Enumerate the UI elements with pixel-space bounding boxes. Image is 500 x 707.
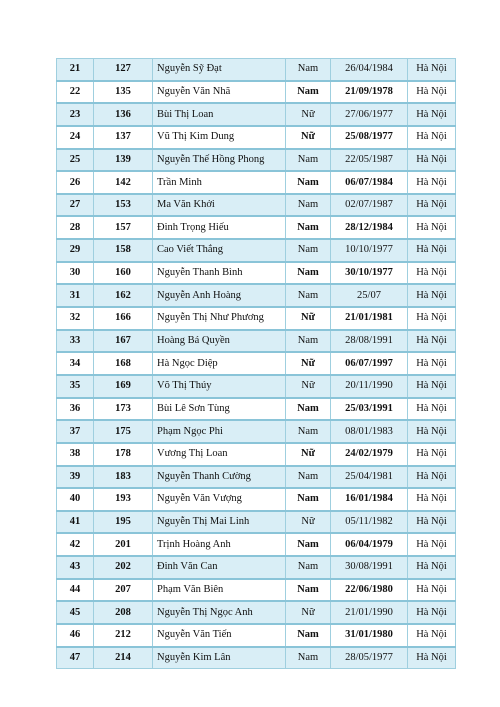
candidate-id-cell: 135 <box>94 81 153 104</box>
table-row <box>57 126 456 149</box>
birthplace-cell: Hà Nội <box>408 194 456 217</box>
full-name-cell: Nguyễn Văn Tiến <box>153 624 286 647</box>
birth-date-cell: 28/08/1991 <box>331 330 408 353</box>
birthplace-cell: Hà Nội <box>408 330 456 353</box>
birthplace-cell: Hà Nội <box>408 59 456 81</box>
birth-date-cell: 25/04/1981 <box>331 466 408 489</box>
gender-cell: Nam <box>286 171 331 194</box>
candidate-id-cell: 169 <box>94 375 153 398</box>
candidate-id-cell: 195 <box>94 511 153 534</box>
table-row <box>57 601 456 624</box>
gender-cell: Nam <box>286 262 331 285</box>
row-number-cell: 22 <box>57 81 94 104</box>
birth-date-cell: 25/08/1977 <box>331 126 408 149</box>
gender-cell: Nam <box>286 284 331 307</box>
birth-date-cell: 06/07/1997 <box>331 352 408 375</box>
candidate-id-cell: 157 <box>94 216 153 239</box>
full-name-cell: Võ Thị Thúy <box>153 375 286 398</box>
candidate-id-cell: 162 <box>94 284 153 307</box>
gender-cell: Nữ <box>286 601 331 624</box>
gender-cell: Nữ <box>286 443 331 466</box>
row-number-cell: 34 <box>57 352 94 375</box>
candidate-id-cell: 137 <box>94 126 153 149</box>
birth-date-cell: 22/05/1987 <box>331 149 408 172</box>
candidate-id-cell: 207 <box>94 579 153 602</box>
table-row <box>57 375 456 398</box>
full-name-cell: Nguyễn Văn Vượng <box>153 488 286 511</box>
birth-date-cell: 06/04/1979 <box>331 533 408 556</box>
birth-date-cell: 05/11/1982 <box>331 511 408 534</box>
full-name-cell: Trịnh Hoàng Anh <box>153 533 286 556</box>
full-name-cell: Nguyễn Thị Như Phương <box>153 307 286 330</box>
gender-cell: Nam <box>286 194 331 217</box>
candidate-id-cell: 142 <box>94 171 153 194</box>
row-number-cell: 41 <box>57 511 94 534</box>
table-row <box>57 556 456 579</box>
birthplace-cell: Hà Nội <box>408 149 456 172</box>
row-number-cell: 33 <box>57 330 94 353</box>
table-row <box>57 352 456 375</box>
full-name-cell: Nguyễn Thanh Bình <box>153 262 286 285</box>
gender-cell: Nam <box>286 81 331 104</box>
birthplace-cell: Hà Nội <box>408 352 456 375</box>
row-number-cell: 46 <box>57 624 94 647</box>
table-row <box>57 103 456 126</box>
gender-cell: Nữ <box>286 103 331 126</box>
row-number-cell: 24 <box>57 126 94 149</box>
birthplace-cell: Hà Nội <box>408 420 456 443</box>
full-name-cell: Nguyễn Anh Hoàng <box>153 284 286 307</box>
birth-date-cell: 22/06/1980 <box>331 579 408 602</box>
birth-date-cell: 08/01/1983 <box>331 420 408 443</box>
candidate-id-cell: 212 <box>94 624 153 647</box>
birth-date-cell: 02/07/1987 <box>331 194 408 217</box>
full-name-cell: Vũ Thị Kim Dung <box>153 126 286 149</box>
candidate-id-cell: 168 <box>94 352 153 375</box>
birthplace-cell: Hà Nội <box>408 103 456 126</box>
birthplace-cell: Hà Nội <box>408 511 456 534</box>
gender-cell: Nữ <box>286 352 331 375</box>
birthplace-cell: Hà Nội <box>408 443 456 466</box>
full-name-cell: Nguyễn Thị Ngọc Anh <box>153 601 286 624</box>
table-row <box>57 533 456 556</box>
table-row <box>57 284 456 307</box>
birth-date-cell: 21/01/1981 <box>331 307 408 330</box>
gender-cell: Nam <box>286 556 331 579</box>
row-number-cell: 37 <box>57 420 94 443</box>
row-number-cell: 21 <box>57 59 94 81</box>
gender-cell: Nam <box>286 239 331 262</box>
birth-date-cell: 28/05/1977 <box>331 647 408 669</box>
birthplace-cell: Hà Nội <box>408 284 456 307</box>
row-number-cell: 29 <box>57 239 94 262</box>
birth-date-cell: 20/11/1990 <box>331 375 408 398</box>
birth-date-cell: 25/07 <box>331 284 408 307</box>
row-number-cell: 28 <box>57 216 94 239</box>
table-row <box>57 443 456 466</box>
table-row <box>57 579 456 602</box>
table-row <box>57 149 456 172</box>
table-row <box>57 466 456 489</box>
candidate-id-cell: 153 <box>94 194 153 217</box>
gender-cell: Nữ <box>286 511 331 534</box>
gender-cell: Nam <box>286 466 331 489</box>
candidate-id-cell: 175 <box>94 420 153 443</box>
full-name-cell: Nguyễn Kim Lân <box>153 647 286 669</box>
candidate-id-cell: 208 <box>94 601 153 624</box>
row-number-cell: 25 <box>57 149 94 172</box>
full-name-cell: Nguyễn Thanh Cường <box>153 466 286 489</box>
table-row <box>57 398 456 421</box>
candidate-id-cell: 214 <box>94 647 153 669</box>
full-name-cell: Ma Văn Khởi <box>153 194 286 217</box>
full-name-cell: Nguyễn Văn Nhã <box>153 81 286 104</box>
gender-cell: Nam <box>286 59 331 81</box>
full-name-cell: Hà Ngọc Diệp <box>153 352 286 375</box>
birth-date-cell: 26/04/1984 <box>331 59 408 81</box>
gender-cell: Nam <box>286 330 331 353</box>
gender-cell: Nam <box>286 216 331 239</box>
candidate-table <box>56 58 456 669</box>
row-number-cell: 27 <box>57 194 94 217</box>
candidate-id-cell: 160 <box>94 262 153 285</box>
birth-date-cell: 27/06/1977 <box>331 103 408 126</box>
birthplace-cell: Hà Nội <box>408 262 456 285</box>
candidate-id-cell: 173 <box>94 398 153 421</box>
table-row <box>57 81 456 104</box>
birth-date-cell: 31/01/1980 <box>331 624 408 647</box>
row-number-cell: 32 <box>57 307 94 330</box>
row-number-cell: 47 <box>57 647 94 669</box>
gender-cell: Nam <box>286 149 331 172</box>
candidate-id-cell: 202 <box>94 556 153 579</box>
table-row <box>57 239 456 262</box>
birthplace-cell: Hà Nội <box>408 556 456 579</box>
full-name-cell: Bùi Thị Loan <box>153 103 286 126</box>
birth-date-cell: 21/01/1990 <box>331 601 408 624</box>
birthplace-cell: Hà Nội <box>408 601 456 624</box>
birthplace-cell: Hà Nội <box>408 533 456 556</box>
birthplace-cell: Hà Nội <box>408 466 456 489</box>
table-row <box>57 511 456 534</box>
birth-date-cell: 30/08/1991 <box>331 556 408 579</box>
candidate-id-cell: 167 <box>94 330 153 353</box>
table-row <box>57 59 456 81</box>
candidate-id-cell: 178 <box>94 443 153 466</box>
table-row <box>57 330 456 353</box>
row-number-cell: 36 <box>57 398 94 421</box>
full-name-cell: Hoàng Bá Quyền <box>153 330 286 353</box>
birthplace-cell: Hà Nội <box>408 488 456 511</box>
table-row <box>57 488 456 511</box>
row-number-cell: 44 <box>57 579 94 602</box>
birthplace-cell: Hà Nội <box>408 126 456 149</box>
gender-cell: Nữ <box>286 307 331 330</box>
birthplace-cell: Hà Nội <box>408 171 456 194</box>
row-number-cell: 23 <box>57 103 94 126</box>
birth-date-cell: 25/03/1991 <box>331 398 408 421</box>
candidate-id-cell: 158 <box>94 239 153 262</box>
birthplace-cell: Hà Nội <box>408 647 456 669</box>
row-number-cell: 42 <box>57 533 94 556</box>
full-name-cell: Phạm Văn Biên <box>153 579 286 602</box>
gender-cell: Nam <box>286 488 331 511</box>
gender-cell: Nam <box>286 533 331 556</box>
row-number-cell: 38 <box>57 443 94 466</box>
row-number-cell: 39 <box>57 466 94 489</box>
candidate-id-cell: 166 <box>94 307 153 330</box>
birthplace-cell: Hà Nội <box>408 216 456 239</box>
row-number-cell: 35 <box>57 375 94 398</box>
birth-date-cell: 21/09/1978 <box>331 81 408 104</box>
birthplace-cell: Hà Nội <box>408 398 456 421</box>
row-number-cell: 26 <box>57 171 94 194</box>
table-row <box>57 194 456 217</box>
full-name-cell: Bùi Lê Sơn Tùng <box>153 398 286 421</box>
candidate-id-cell: 201 <box>94 533 153 556</box>
candidate-id-cell: 193 <box>94 488 153 511</box>
gender-cell: Nam <box>286 398 331 421</box>
candidate-id-cell: 136 <box>94 103 153 126</box>
gender-cell: Nam <box>286 579 331 602</box>
gender-cell: Nam <box>286 420 331 443</box>
gender-cell: Nữ <box>286 126 331 149</box>
table-row <box>57 262 456 285</box>
gender-cell: Nam <box>286 647 331 669</box>
candidate-id-cell: 139 <box>94 149 153 172</box>
candidate-id-cell: 127 <box>94 59 153 81</box>
birth-date-cell: 28/12/1984 <box>331 216 408 239</box>
birth-date-cell: 10/10/1977 <box>331 239 408 262</box>
row-number-cell: 45 <box>57 601 94 624</box>
table-row <box>57 307 456 330</box>
candidate-table-body <box>57 59 456 669</box>
table-row <box>57 420 456 443</box>
table-row <box>57 216 456 239</box>
birthplace-cell: Hà Nội <box>408 375 456 398</box>
candidate-id-cell: 183 <box>94 466 153 489</box>
row-number-cell: 31 <box>57 284 94 307</box>
birth-date-cell: 30/10/1977 <box>331 262 408 285</box>
full-name-cell: Đinh Trọng Hiếu <box>153 216 286 239</box>
row-number-cell: 30 <box>57 262 94 285</box>
birthplace-cell: Hà Nội <box>408 239 456 262</box>
table-row <box>57 171 456 194</box>
full-name-cell: Trần Minh <box>153 171 286 194</box>
birthplace-cell: Hà Nội <box>408 307 456 330</box>
gender-cell: Nữ <box>286 375 331 398</box>
gender-cell: Nam <box>286 624 331 647</box>
birth-date-cell: 16/01/1984 <box>331 488 408 511</box>
table-row <box>57 624 456 647</box>
row-number-cell: 40 <box>57 488 94 511</box>
table-row <box>57 647 456 669</box>
full-name-cell: Đinh Văn Can <box>153 556 286 579</box>
full-name-cell: Phạm Ngọc Phi <box>153 420 286 443</box>
full-name-cell: Nguyễn Thế Hồng Phong <box>153 149 286 172</box>
birthplace-cell: Hà Nội <box>408 81 456 104</box>
birthplace-cell: Hà Nội <box>408 579 456 602</box>
full-name-cell: Cao Viết Thắng <box>153 239 286 262</box>
full-name-cell: Vương Thị Loan <box>153 443 286 466</box>
birth-date-cell: 24/02/1979 <box>331 443 408 466</box>
birthplace-cell: Hà Nội <box>408 624 456 647</box>
row-number-cell: 43 <box>57 556 94 579</box>
full-name-cell: Nguyễn Thị Mai Linh <box>153 511 286 534</box>
birth-date-cell: 06/07/1984 <box>331 171 408 194</box>
full-name-cell: Nguyễn Sỹ Đạt <box>153 59 286 81</box>
